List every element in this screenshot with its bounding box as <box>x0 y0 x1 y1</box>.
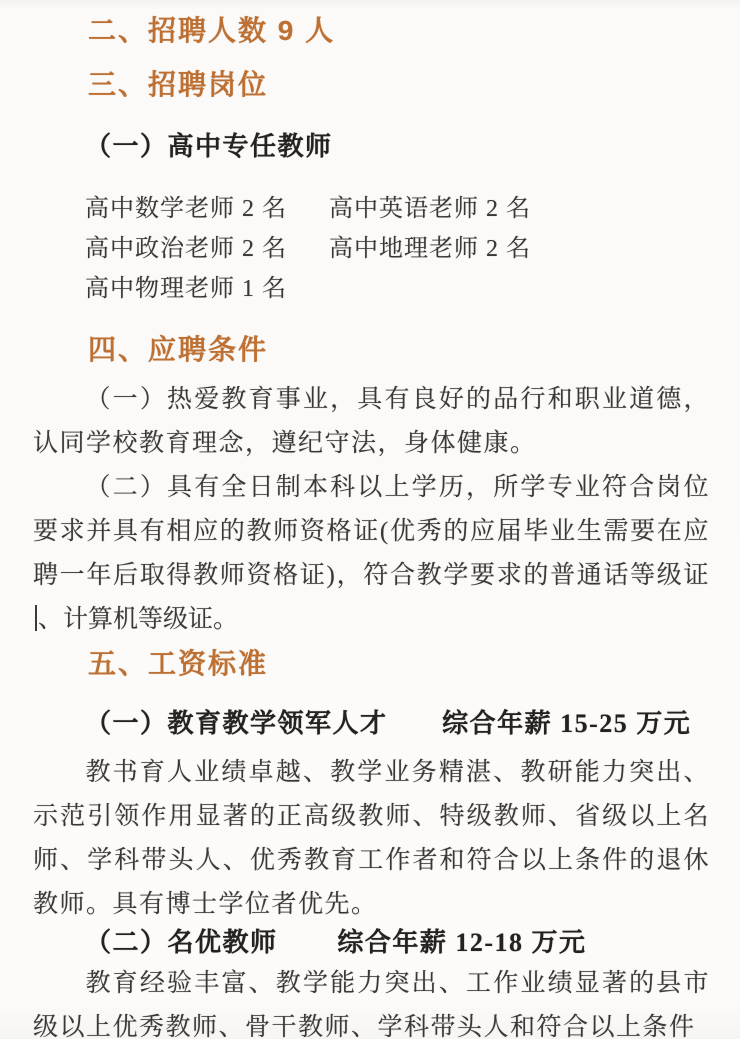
position-item-english: 高中英语老师 2 名 <box>329 196 531 222</box>
section-heading-salary: 五、工资标准 <box>88 648 269 679</box>
paragraph-qualifications <box>33 466 710 642</box>
position-item-politics: 高中政治老师 2 名 <box>85 236 287 262</box>
subheading-excellent-teacher-title: （二）名优教师 <box>85 928 278 957</box>
paragraph-qualifications-tail: 、计算机等级证。 <box>38 606 239 633</box>
position-row <box>85 189 710 229</box>
subheading-highschool-teachers: （一）高中专任教师 <box>85 132 333 161</box>
section-heading-requirements: 四、应聘条件 <box>88 334 269 365</box>
subheading-leading-talent <box>33 708 710 739</box>
leading-talent-salary: 综合年薪 15-25 万元 <box>442 709 692 738</box>
position-list <box>85 189 710 309</box>
position-row <box>85 269 710 309</box>
paragraph-ethics: （一）热爱教育事业，具有良好的品行和职业道德，认同学校教育理念，遵纪守法，身体健康。 <box>33 386 710 457</box>
subheading-excellent-teacher <box>33 927 710 958</box>
text-cursor-icon[interactable] <box>35 605 37 631</box>
position-item-math: 高中数学老师 2 名 <box>85 196 287 222</box>
paragraph-leading-talent-detail: 教书育人业绩卓越、教学业务精湛、教研能力突出、示范引领作用显著的正高级教师、特级教师、省级以上名师、学科带头人、优秀教育工作者和符合以上条件的退休教师。具有博士学位者优先。 <box>33 759 710 918</box>
paragraph-excellent-teacher-detail: 教育经验丰富、教学能力突出、工作业绩显著的县市级以上优秀教师、骨干教师、学科带头人和符合以上条件 <box>33 970 710 1041</box>
subheading-leading-talent-title: （一）教育教学领军人才 <box>85 709 388 738</box>
excellent-teacher-salary: 综合年薪 12-18 万元 <box>337 928 587 957</box>
section-heading-positions: 三、招聘岗位 <box>88 69 269 100</box>
position-item-geography: 高中地理老师 2 名 <box>329 236 531 262</box>
paragraph-qualifications-text: （二）具有全日制本科以上学历，所学专业符合岗位要求并具有相应的教师资格证(优秀的应届毕业生需要在应聘一年后取得教师资格证)，符合教学要求的普通话等级证 <box>33 474 710 589</box>
section-heading-recruit-count: 二、招聘人数 9 人 <box>88 15 336 46</box>
position-item-physics: 高中物理老师 1 名 <box>85 276 287 302</box>
position-row <box>85 229 710 269</box>
